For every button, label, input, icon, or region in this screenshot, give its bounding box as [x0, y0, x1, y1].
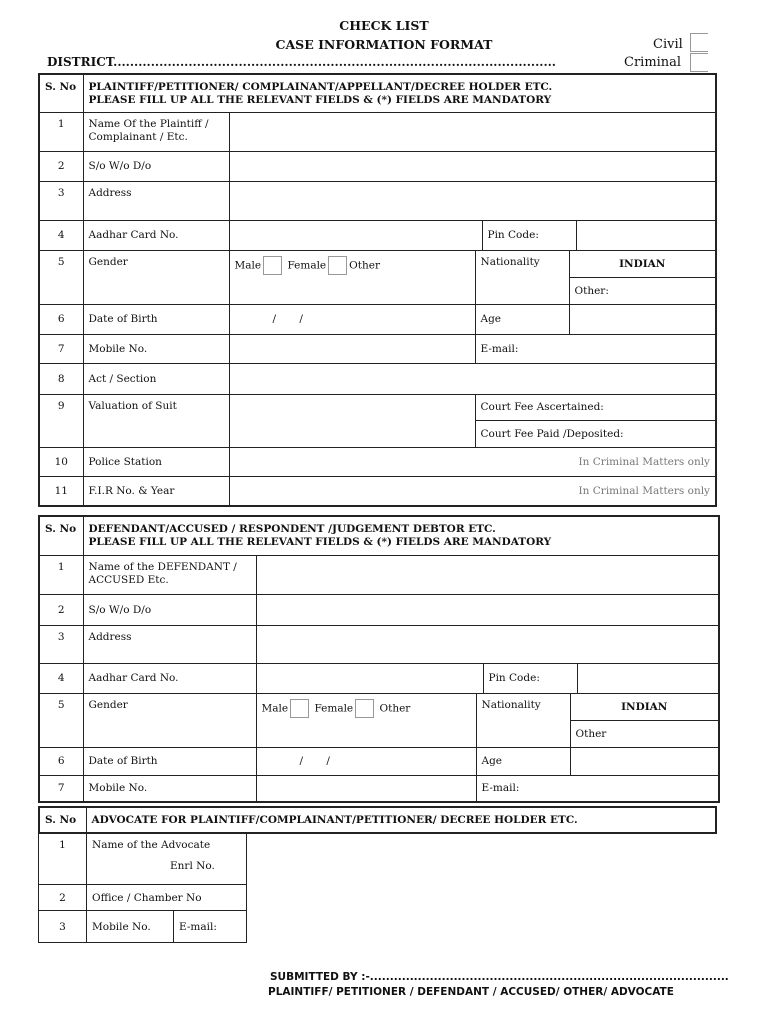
- other-label: Other: [379, 702, 411, 714]
- dob-separators: / /: [272, 313, 303, 325]
- defendant-address-input[interactable]: [256, 625, 719, 663]
- male-label: Male: [234, 259, 262, 271]
- dob-separators: / /: [299, 755, 330, 767]
- row-number: 6: [39, 747, 83, 775]
- plaintiff-address-input[interactable]: [229, 181, 716, 220]
- plaintiff-mobile-input[interactable]: [229, 334, 475, 363]
- party-types-line: PLAINTIFF/ PETITIONER / DEFENDANT / ACCUSED/ OTHER/ ADVOCATE: [268, 986, 674, 998]
- plaintiff-valuation-input[interactable]: [229, 394, 475, 447]
- defendant-gender-options: [256, 693, 476, 747]
- plaintiff-table: [38, 73, 717, 507]
- advocate-email-field[interactable]: E-mail:: [174, 911, 247, 943]
- advocate-name-label: Name of the Advocate: [92, 839, 211, 851]
- sno-header: S. No: [39, 516, 83, 555]
- civil-label: Civil: [653, 37, 683, 52]
- title-check-list: CHECK LIST: [339, 18, 429, 33]
- defendant-aadhar-input[interactable]: [256, 663, 483, 693]
- plaintiff-aadhar-input[interactable]: [229, 220, 482, 250]
- plaintiff-name-label: Name Of the Plaintiff / Complainant / Etc.: [83, 112, 229, 151]
- defendant-address-label: Address: [83, 625, 256, 663]
- row-number: 3: [39, 181, 83, 220]
- plaintiff-pincode-label: Pin Code:: [482, 220, 576, 250]
- plaintiff-pincode-input[interactable]: [576, 220, 716, 250]
- defendant-relation-label: S/o W/o D/o: [83, 594, 256, 625]
- plaintiff-email-field[interactable]: E-mail:: [475, 334, 716, 363]
- submitted-by-field[interactable]: SUBMITTED BY :-..........................................................................................: [270, 971, 729, 983]
- row-number: 5: [39, 693, 83, 747]
- male-label: Male: [261, 702, 289, 714]
- defendant-pincode-label: Pin Code:: [483, 663, 577, 693]
- plaintiff-gender-label: Gender: [83, 250, 229, 304]
- row-number: 7: [39, 775, 83, 802]
- row-number: 1: [39, 112, 83, 151]
- defendant-name-label: Name of the DEFENDANT / ACCUSED Etc.: [83, 555, 256, 594]
- defendant-age-label: Age: [476, 747, 570, 775]
- advocate-table: [38, 833, 247, 943]
- defendant-nationality-value[interactable]: INDIAN: [570, 693, 719, 720]
- plaintiff-mobile-label: Mobile No.: [83, 334, 229, 363]
- male-checkbox[interactable]: [290, 699, 309, 718]
- row-number: 2: [39, 594, 83, 625]
- plaintiff-dob-label: Date of Birth: [83, 304, 229, 334]
- advocate-office-field[interactable]: Office / Chamber No: [87, 885, 247, 911]
- row-number: 4: [39, 220, 83, 250]
- row-number: 10: [39, 447, 83, 476]
- plaintiff-name-input[interactable]: [229, 112, 716, 151]
- plaintiff-nationality-label: Nationality: [475, 250, 569, 304]
- other-label: Other: [349, 259, 380, 271]
- male-checkbox[interactable]: [263, 256, 282, 275]
- defendant-header-line2: PLEASE FILL UP ALL THE RELEVANT FIELDS & (*) FIELDS ARE MANDATORY: [88, 536, 552, 548]
- police-station-input[interactable]: In Criminal Matters only: [229, 447, 716, 476]
- plaintiff-header-line1: PLAINTIFF/PETITIONER/ COMPLAINANT/APPELLANT/DECREE HOLDER ETC.: [88, 81, 553, 93]
- defendant-pincode-input[interactable]: [577, 663, 719, 693]
- defendant-dob-input[interactable]: [256, 747, 476, 775]
- defendant-section-header: [83, 516, 719, 555]
- court-fee-paid[interactable]: Court Fee Paid /Deposited:: [475, 420, 716, 447]
- plaintiff-valuation-label: Valuation of Suit: [83, 394, 229, 447]
- district-field[interactable]: DISTRICT..........................................................................................................: [47, 55, 556, 69]
- plaintiff-relation-input[interactable]: [229, 151, 716, 181]
- plaintiff-age-input[interactable]: [569, 304, 716, 334]
- plaintiff-gender-options: [229, 250, 475, 304]
- row-number: 1: [39, 834, 87, 885]
- advocate-mobile-field[interactable]: Mobile No.: [87, 911, 174, 943]
- court-fee-ascertained[interactable]: Court Fee Ascertained:: [475, 394, 716, 420]
- row-number: 9: [39, 394, 83, 447]
- defendant-mobile-input[interactable]: [256, 775, 476, 802]
- plaintiff-act-label: Act / Section: [83, 363, 229, 394]
- defendant-dob-label: Date of Birth: [83, 747, 256, 775]
- fir-input[interactable]: In Criminal Matters only: [229, 476, 716, 506]
- defendant-name-input[interactable]: [256, 555, 719, 594]
- plaintiff-address-label: Address: [83, 181, 229, 220]
- row-number: 3: [39, 625, 83, 663]
- row-number: 6: [39, 304, 83, 334]
- plaintiff-nationality-other[interactable]: Other:: [569, 277, 716, 304]
- defendant-header-line1: DEFENDANT/ACCUSED / RESPONDENT /JUDGEMENT DEBTOR ETC.: [88, 523, 496, 535]
- civil-checkbox[interactable]: [690, 33, 708, 52]
- plaintiff-act-input[interactable]: [229, 363, 716, 394]
- female-checkbox[interactable]: [355, 699, 374, 718]
- defendant-gender-label: Gender: [83, 693, 256, 747]
- defendant-nationality-other[interactable]: Other: [570, 720, 719, 747]
- defendant-mobile-label: Mobile No.: [83, 775, 256, 802]
- row-number: 1: [39, 555, 83, 594]
- plaintiff-dob-input[interactable]: [229, 304, 475, 334]
- sno-header: S. No: [39, 74, 83, 112]
- female-label: Female: [314, 702, 354, 714]
- criminal-checkbox[interactable]: [690, 53, 708, 72]
- criminal-label: Criminal: [624, 55, 682, 70]
- plaintiff-relation-label: S/o W/o D/o: [83, 151, 229, 181]
- advocate-enrl-label: Enrl No.: [170, 860, 215, 872]
- plaintiff-section-header: [83, 74, 716, 112]
- defendant-relation-input[interactable]: [256, 594, 719, 625]
- row-number: 3: [39, 911, 87, 943]
- female-label: Female: [287, 259, 327, 271]
- police-station-label: Police Station: [83, 447, 229, 476]
- advocate-section-header: ADVOCATE FOR PLAINTIFF/COMPLAINANT/PETITIONER/ DECREE HOLDER ETC.: [86, 807, 716, 833]
- defendant-email-field[interactable]: E-mail:: [476, 775, 719, 802]
- plaintiff-header-line2: PLEASE FILL UP ALL THE RELEVANT FIELDS & (*) FIELDS ARE MANDATORY: [88, 94, 552, 106]
- title-case-information: CASE INFORMATION FORMAT: [275, 37, 493, 52]
- row-number: 8: [39, 363, 83, 394]
- row-number: 5: [39, 250, 83, 304]
- row-number: 2: [39, 885, 87, 911]
- advocate-name-field[interactable]: [87, 834, 247, 885]
- row-number: 4: [39, 663, 83, 693]
- plaintiff-age-label: Age: [475, 304, 569, 334]
- female-checkbox[interactable]: [328, 256, 347, 275]
- fir-label: F.I.R No. & Year: [83, 476, 229, 506]
- defendant-table: [38, 515, 720, 803]
- defendant-nationality-label: Nationality: [476, 693, 570, 747]
- sno-header: S. No: [39, 807, 86, 833]
- row-number: 7: [39, 334, 83, 363]
- plaintiff-nationality-value[interactable]: INDIAN: [569, 250, 716, 277]
- row-number: 11: [39, 476, 83, 506]
- defendant-aadhar-label: Aadhar Card No.: [83, 663, 256, 693]
- row-number: 2: [39, 151, 83, 181]
- plaintiff-aadhar-label: Aadhar Card No.: [83, 220, 229, 250]
- defendant-age-input[interactable]: [570, 747, 719, 775]
- advocate-header-table: [38, 806, 717, 834]
